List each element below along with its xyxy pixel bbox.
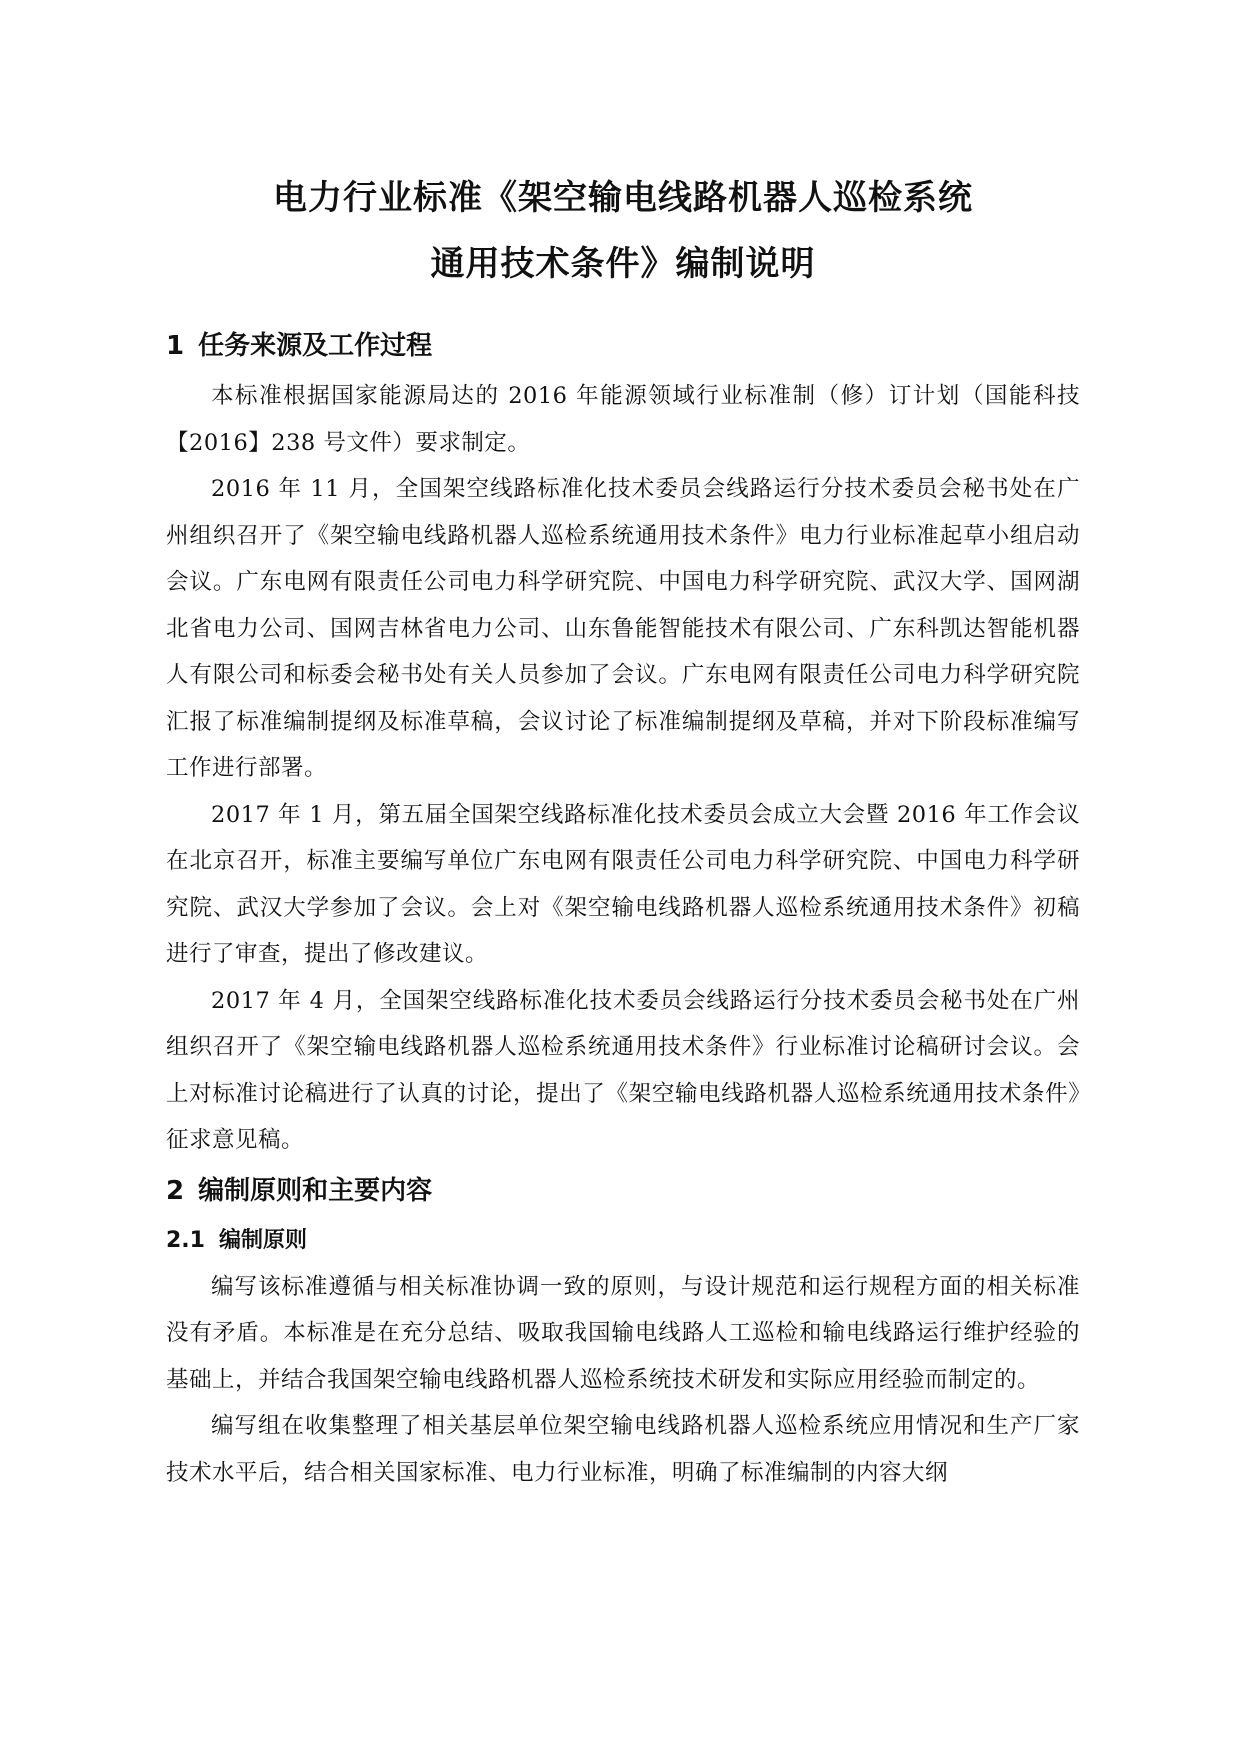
section-2-title: 编制原则和主要内容 [198,1175,433,1206]
document-title [166,165,1080,297]
section-1-paragraph-4: 2017 年 4 月，全国架空线路标准化技术委员会线路运行分技术委员会秘书处在广州组织召开了《架空输电线路机器人巡检系统通用技术条件》行业标准讨论稿研讨会议。会上对标准讨论稿进行了认真的讨论，提出了《架空输电线路机器人巡检系统通用技术条件》征求意见稿。 [166,987,1080,1153]
subsection-2-1-paragraph-1: 编写该标准遵循与相关标准协调一致的原则，与设计规范和运行规程方面的相关标准没有矛盾。本标准是在充分总结、吸取我国输电线路人工巡检和输电线路运行维护经验的基础上，并结合我国架空输电线路机器人巡检系统技术研发和实际应用经验而制定的。 [166,1273,1080,1393]
section-1-number: 1 [166,331,185,361]
section-1-paragraph-2: 2016 年 11 月，全国架空线路标准化技术委员会线路运行分技术委员会秘书处在广州组织召开了《架空输电线路机器人巡检系统通用技术条件》电力行业标准起草小组启动会议。广东电网有限责任公司电力科学研究院、中国电力科学研究院、武汉大学、国网湖北省电力公司、国网吉林省电力公司、山东鲁能智能技术有限公司、广东科凯达智能机器人有限公司和标委会秘书处有关人员参加了会议。广东电网有限责任公司电力科学研究院汇报了标准编制提纲及标准草稿，会议讨论了标准编制提纲及草稿，并对下阶段标准编写工作进行部署。 [166,476,1080,781]
section-1-paragraph-3: 2017 年 1 月，第五届全国架空线路标准化技术委员会成立大会暨 2016 年工作会议在北京召开，标准主要编写单位广东电网有限责任公司电力科学研究院、中国电力科学研究院、武汉大学参加了会议。会上对《架空输电线路机器人巡检系统通用技术条件》初稿进行了审查，提出了修改建议。 [166,801,1080,967]
document-title-line-2: 通用技术条件》编制说明 [430,244,816,284]
section-2-heading [166,1164,1080,1218]
section-2-number: 2 [166,1175,185,1206]
subsection-2-1-title: 编制原则 [218,1227,307,1253]
subsection-2-1-heading [166,1218,1080,1264]
document-title-line-1: 电力行业标准《架空输电线路机器人巡检系统 [273,178,973,218]
section-1-paragraph-1: 本标准根据国家能源局达的 2016 年能源领域行业标准制（修）订计划（国能科技【2016】238 号文件）要求制定。 [166,383,1080,456]
subsection-2-1-number: 2.1 [166,1227,205,1253]
section-1-heading [166,319,1080,373]
section-1-title: 任务来源及工作过程 [198,331,433,361]
subsection-2-1-paragraph-2: 编写组在收集整理了相关基层单位架空输电线路机器人巡检系统应用情况和生产厂家技术水平后，结合相关国家标准、电力行业标准，明确了标准编制的内容大纲 [166,1413,1080,1486]
document-content [166,165,1080,1496]
